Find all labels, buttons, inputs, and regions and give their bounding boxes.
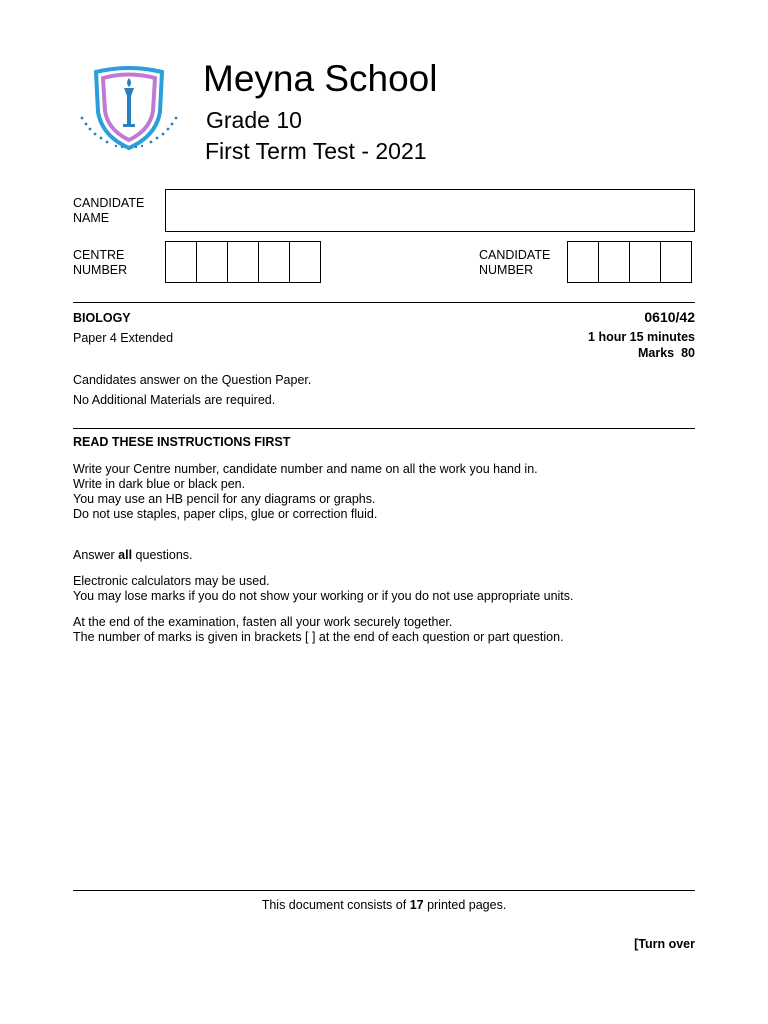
turn-over-label: [Turn over [634, 937, 695, 951]
centre-digit-box[interactable] [258, 241, 290, 283]
centre-digit-box[interactable] [196, 241, 228, 283]
instructions-heading: READ THESE INSTRUCTIONS FIRST [73, 435, 291, 449]
instruction-line: You may lose marks if you do not show your working or if you do not use appropriate units. [73, 589, 574, 603]
page-count-note: This document consists of 17 printed pages. [261, 898, 507, 912]
school-crest-logo [76, 66, 182, 158]
instructions-block-4 [73, 615, 564, 645]
school-name: Meyna School [203, 58, 438, 99]
divider-bottom [73, 890, 695, 891]
duration: 1 hour 15 minutes [588, 330, 695, 344]
grade-label: Grade 10 [206, 107, 302, 133]
instructions-block-3 [73, 574, 574, 604]
answer-note: Candidates answer on the Question Paper. [73, 373, 312, 387]
marks: Marks 80 [638, 346, 695, 360]
candidate-number-label: CANDIDATE NUMBER [479, 248, 551, 277]
candidate-digit-box[interactable] [598, 241, 630, 283]
subject-label: BIOLOGY [73, 311, 131, 325]
candidate-digit-box[interactable] [629, 241, 661, 283]
instruction-line: At the end of the examination, fasten all your work securely together. [73, 615, 453, 629]
candidate-name-label: CANDIDATE NAME [73, 196, 145, 225]
instruction-line: Do not use staples, paper clips, glue or correction fluid. [73, 507, 378, 521]
candidate-number-boxes[interactable] [567, 241, 692, 283]
test-title: First Term Test - 2021 [205, 138, 427, 164]
centre-digit-box[interactable] [289, 241, 321, 283]
materials-note: No Additional Materials are required. [73, 393, 276, 407]
divider-top [73, 302, 695, 303]
candidate-digit-box[interactable] [567, 241, 599, 283]
instruction-line: Electronic calculators may be used. [73, 574, 270, 588]
centre-digit-box[interactable] [165, 241, 197, 283]
instruction-line: The number of marks is given in brackets [ ] at the end of each question or part question. [73, 630, 564, 644]
paper-code: 0610/42 [644, 309, 695, 325]
centre-digit-box[interactable] [227, 241, 259, 283]
instruction-line: You may use an HB pencil for any diagrams or graphs. [73, 492, 376, 506]
divider-middle [73, 428, 695, 429]
centre-number-boxes[interactable] [165, 241, 321, 283]
instruction-line: Write in dark blue or black pen. [73, 477, 246, 491]
instruction-line: Write your Centre number, candidate number and name on all the work you hand in. [73, 462, 538, 476]
paper-type: Paper 4 Extended [73, 331, 174, 345]
centre-number-label: CENTRE NUMBER [73, 248, 128, 277]
candidate-digit-box[interactable] [660, 241, 692, 283]
instructions-block-1 [73, 462, 538, 522]
instructions-answer-all: Answer all questions. [73, 548, 193, 562]
candidate-name-field[interactable] [165, 189, 695, 232]
